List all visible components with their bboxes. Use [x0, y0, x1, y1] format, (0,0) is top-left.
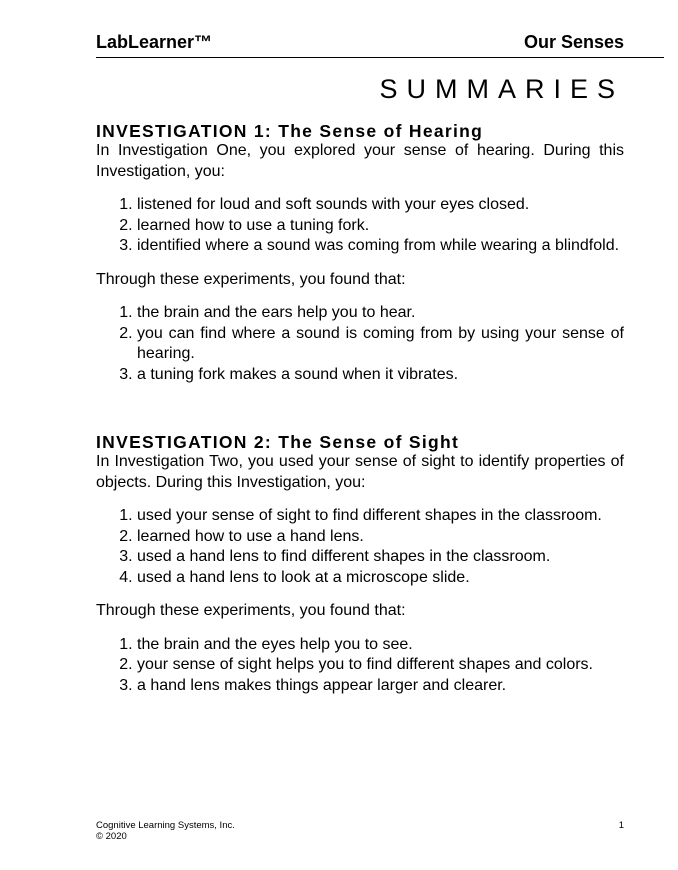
- investigation-1-heading: INVESTIGATION 1: The Sense of Hearing: [96, 121, 484, 141]
- list-item: 1. the brain and the ears help you to hear.: [137, 303, 624, 324]
- list-item: 3. a hand lens makes things appear larger and clearer.: [137, 676, 624, 697]
- list-item: 3. identified where a sound was coming from while wearing a blindfold.: [137, 236, 624, 257]
- investigation-2-activities-list: [96, 506, 624, 588]
- investigation-1-intro: In Investigation One, you explored your sense of hearing. During this Investigation, you:: [96, 142, 624, 180]
- investigation-1-section: [96, 121, 624, 385]
- list-item: 3. a tuning fork makes a sound when it vibrates.: [137, 365, 624, 386]
- summaries-content: [96, 121, 624, 709]
- header-divider: [96, 57, 664, 58]
- list-item: 2. you can find where a sound is coming from by using your sense of hearing.: [137, 324, 624, 365]
- list-item: 1. used your sense of sight to find different shapes in the classroom.: [137, 506, 624, 527]
- section-spacer: [96, 398, 624, 432]
- list-item: 2. learned how to use a hand lens.: [137, 527, 624, 548]
- investigation-1-activities-list: [96, 195, 624, 257]
- brand-name: LabLearner™: [96, 32, 213, 52]
- investigation-1-found-intro: Through these experiments, you found that:: [96, 270, 406, 288]
- list-item: 4. used a hand lens to look at a microscope slide.: [137, 568, 624, 589]
- investigation-2-heading: INVESTIGATION 2: The Sense of Sight: [96, 432, 460, 452]
- page-title: SUMMARIES: [379, 74, 624, 104]
- list-item: 2. your sense of sight helps you to find different shapes and colors.: [137, 655, 624, 676]
- investigation-2-findings-list: [96, 635, 624, 697]
- footer-company: Cognitive Learning Systems, Inc.: [96, 820, 235, 831]
- investigation-2-intro: In Investigation Two, you used your sense of sight to identify properties of objects. During this Investigation, you:: [96, 453, 624, 491]
- investigation-2-found-intro: Through these experiments, you found that:: [96, 602, 406, 619]
- page-header: [96, 32, 624, 54]
- investigation-1-findings-list: [96, 303, 624, 385]
- list-item: 1. listened for loud and soft sounds with your eyes closed.: [137, 195, 624, 216]
- footer-copyright: © 2020: [96, 831, 127, 842]
- list-item: 3. used a hand lens to find different shapes in the classroom.: [137, 547, 624, 568]
- list-item: 1. the brain and the eyes help you to see.: [137, 635, 624, 656]
- page-footer: [96, 820, 235, 842]
- page-number: 1: [618, 820, 624, 831]
- unit-title: Our Senses: [523, 32, 624, 52]
- investigation-2-section: [96, 432, 624, 696]
- list-item: 2. learned how to use a tuning fork.: [137, 216, 624, 237]
